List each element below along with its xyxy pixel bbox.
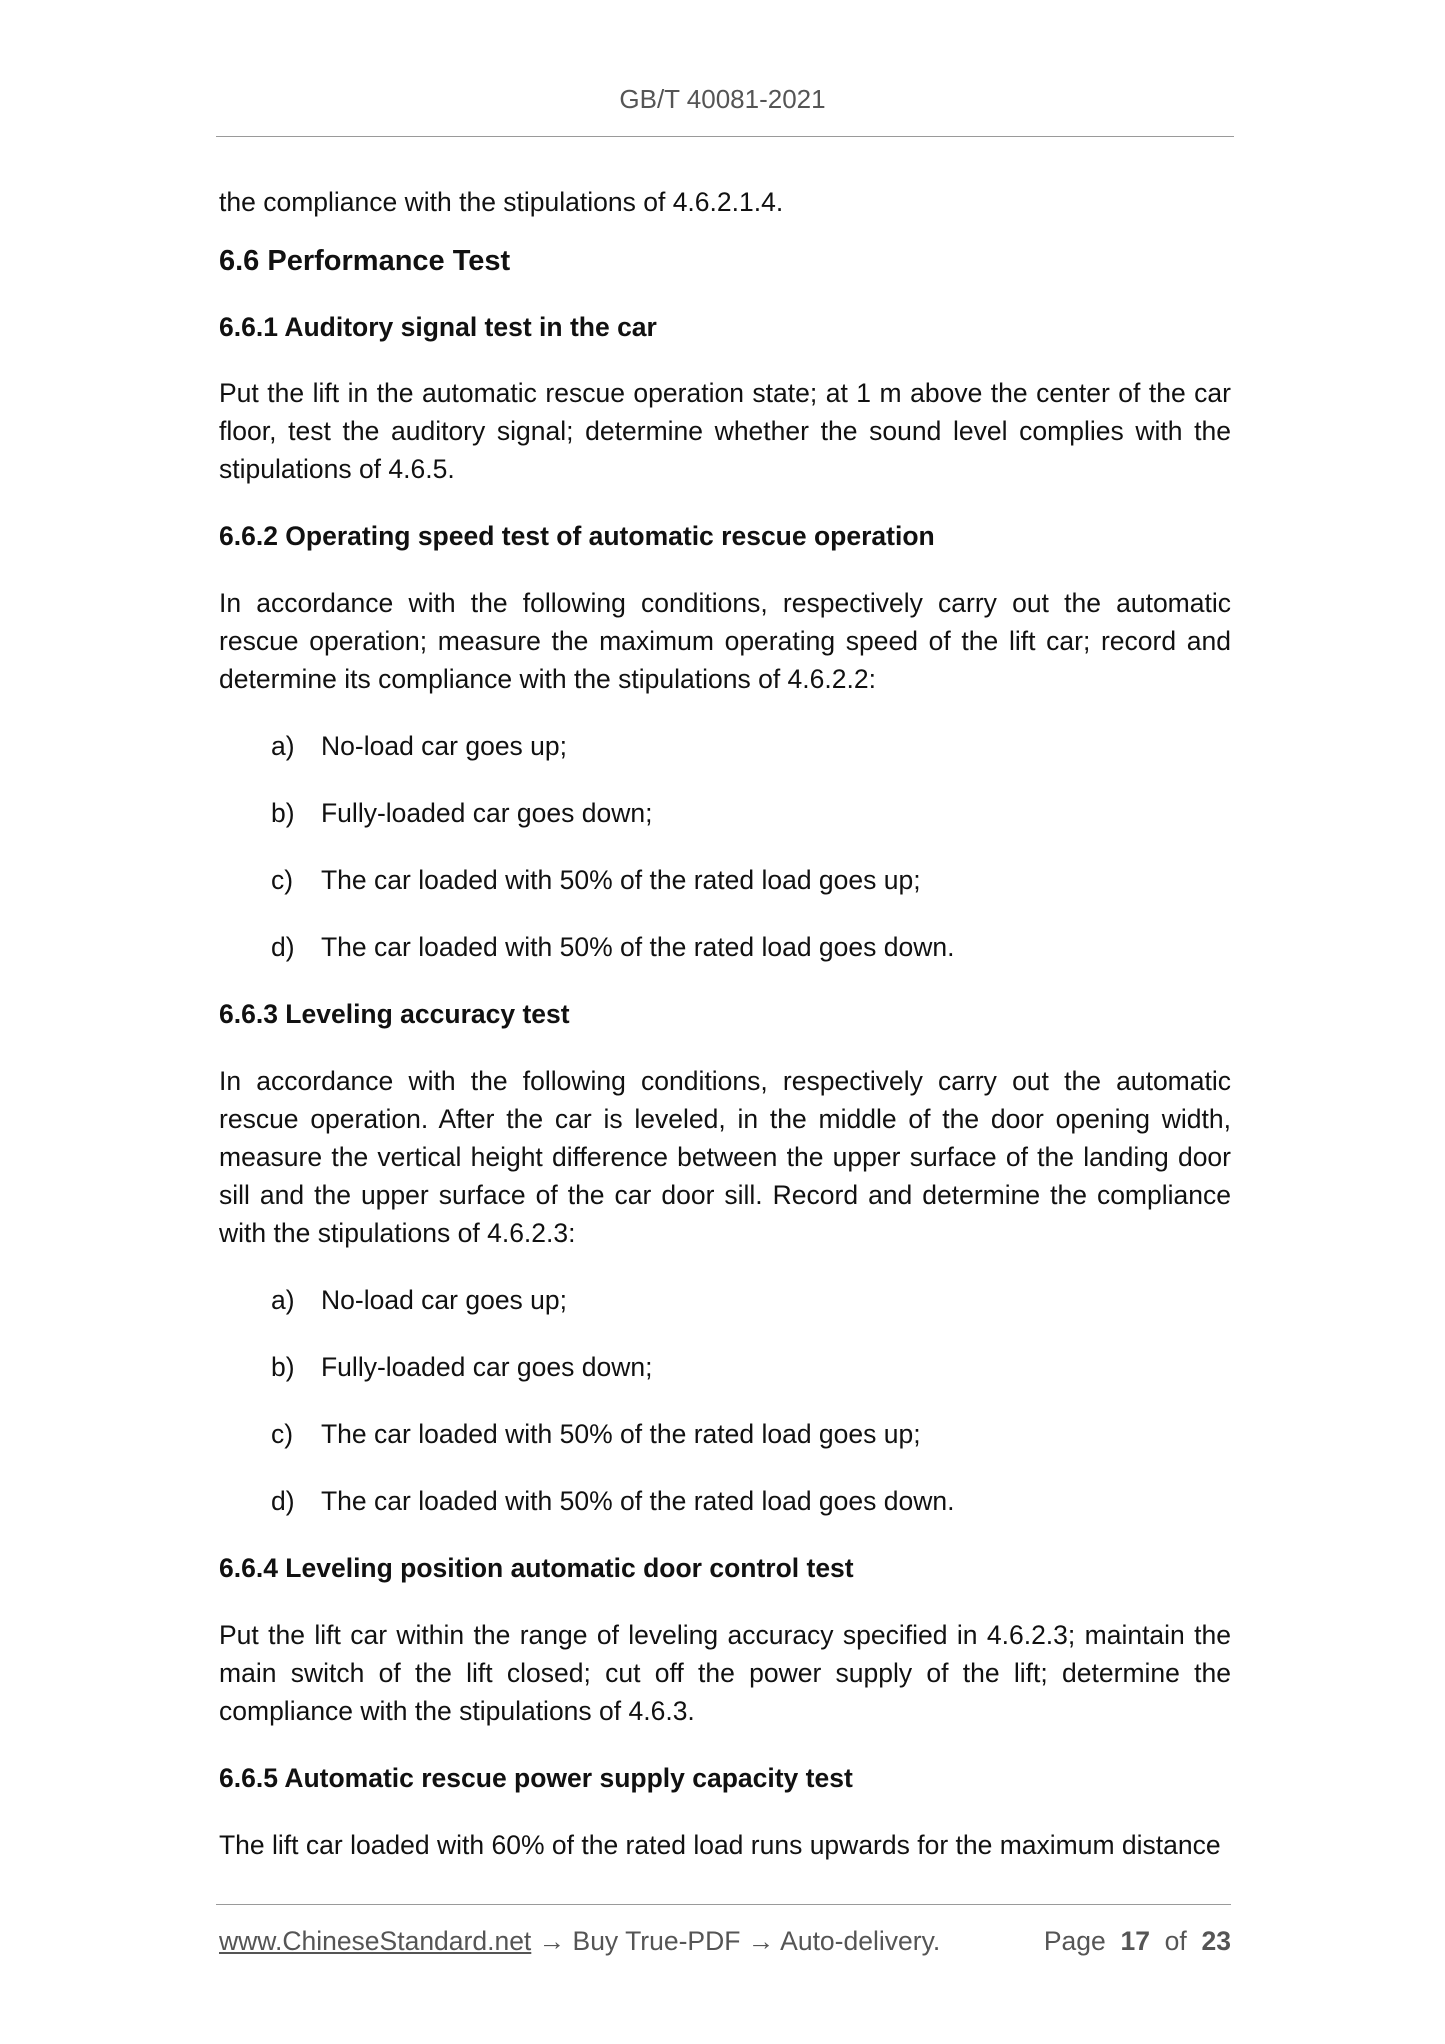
footer-promo: [219, 1926, 940, 1957]
website-link[interactable]: www.ChineseStandard.net: [219, 1926, 532, 1956]
list-marker: c): [271, 1419, 294, 1449]
list-item: [219, 727, 1231, 765]
footer-promo-text: → Buy True-PDF → Auto-delivery.: [531, 1926, 941, 1956]
page-number: 17: [1120, 1926, 1150, 1956]
list-marker: d): [271, 932, 295, 962]
page-body: [219, 183, 1231, 1864]
paragraph: The lift car loaded with 60% of the rated load runs upwards for the maximum distance: [219, 1830, 1221, 1860]
list-text: No-load car goes up;: [321, 731, 568, 761]
section-heading: 6.6 Performance Test: [219, 245, 511, 277]
list-text: Fully-loaded car goes down;: [321, 798, 653, 828]
list-text: The car loaded with 50% of the rated load goes down.: [321, 1486, 955, 1516]
page-indicator: [1044, 1926, 1231, 1957]
list-item: [219, 1482, 1231, 1520]
list-item: [219, 1348, 1231, 1386]
running-header: GB/T 40081-2021: [619, 84, 826, 114]
list-marker: b): [271, 1352, 295, 1382]
list-item: [219, 1415, 1231, 1453]
footer-divider: [216, 1904, 1231, 1905]
list-item: [219, 928, 1231, 966]
paragraph: In accordance with the following conditions, respectively carry out the automatic rescue operation; measure the maximum operating speed of the lift car; record and determine its compliance with the stipulations of 4.6.2.2:: [219, 588, 1231, 694]
list-text: The car loaded with 50% of the rated load goes down.: [321, 932, 955, 962]
list-marker: c): [271, 865, 294, 895]
paragraph: Put the lift in the automatic rescue operation state; at 1 m above the center of the car floor, test the auditory signal; determine whether the sound level complies with the stipulations of 4.6.5.: [219, 378, 1231, 484]
page-total: 23: [1201, 1926, 1231, 1956]
list-marker: b): [271, 798, 295, 828]
list-marker: d): [271, 1486, 295, 1516]
list-marker: a): [271, 1285, 295, 1315]
page-word: Page: [1043, 1926, 1106, 1956]
list-text: The car loaded with 50% of the rated load goes up;: [321, 865, 921, 895]
list-item: [219, 794, 1231, 832]
of-word: of: [1164, 1926, 1187, 1956]
subsection-heading: 6.6.5 Automatic rescue power supply capacity test: [219, 1763, 853, 1793]
subsection-heading: 6.6.3 Leveling accuracy test: [219, 999, 570, 1029]
header-divider: [216, 136, 1234, 137]
subsection-heading: 6.6.2 Operating speed test of automatic rescue operation: [219, 521, 935, 551]
list-item: [219, 1281, 1231, 1319]
subsection-heading: 6.6.4 Leveling position automatic door control test: [219, 1553, 854, 1583]
list-item: [219, 861, 1231, 899]
subsection-heading: 6.6.1 Auditory signal test in the car: [219, 312, 657, 342]
list-text: The car loaded with 50% of the rated load goes up;: [321, 1419, 921, 1449]
paragraph: the compliance with the stipulations of 4.6.2.1.4.: [219, 187, 784, 217]
list-marker: a): [271, 731, 295, 761]
paragraph: Put the lift car within the range of leveling accuracy specified in 4.6.2.3; maintain the main switch of the lift closed; cut off the power supply of the lift; determine the compliance with the stipulations of 4.6.3.: [219, 1620, 1231, 1726]
list-text: Fully-loaded car goes down;: [321, 1352, 653, 1382]
list-text: No-load car goes up;: [321, 1285, 568, 1315]
paragraph: In accordance with the following conditions, respectively carry out the automatic rescue operation. After the car is leveled, in the middle of the door opening width, measure the vertical height difference between the upper surface of the landing door sill and the upper surface of the car door sill. Record and determine the compliance with the stipulations of 4.6.2.3:: [219, 1066, 1231, 1248]
page-footer: [219, 1926, 1231, 1957]
